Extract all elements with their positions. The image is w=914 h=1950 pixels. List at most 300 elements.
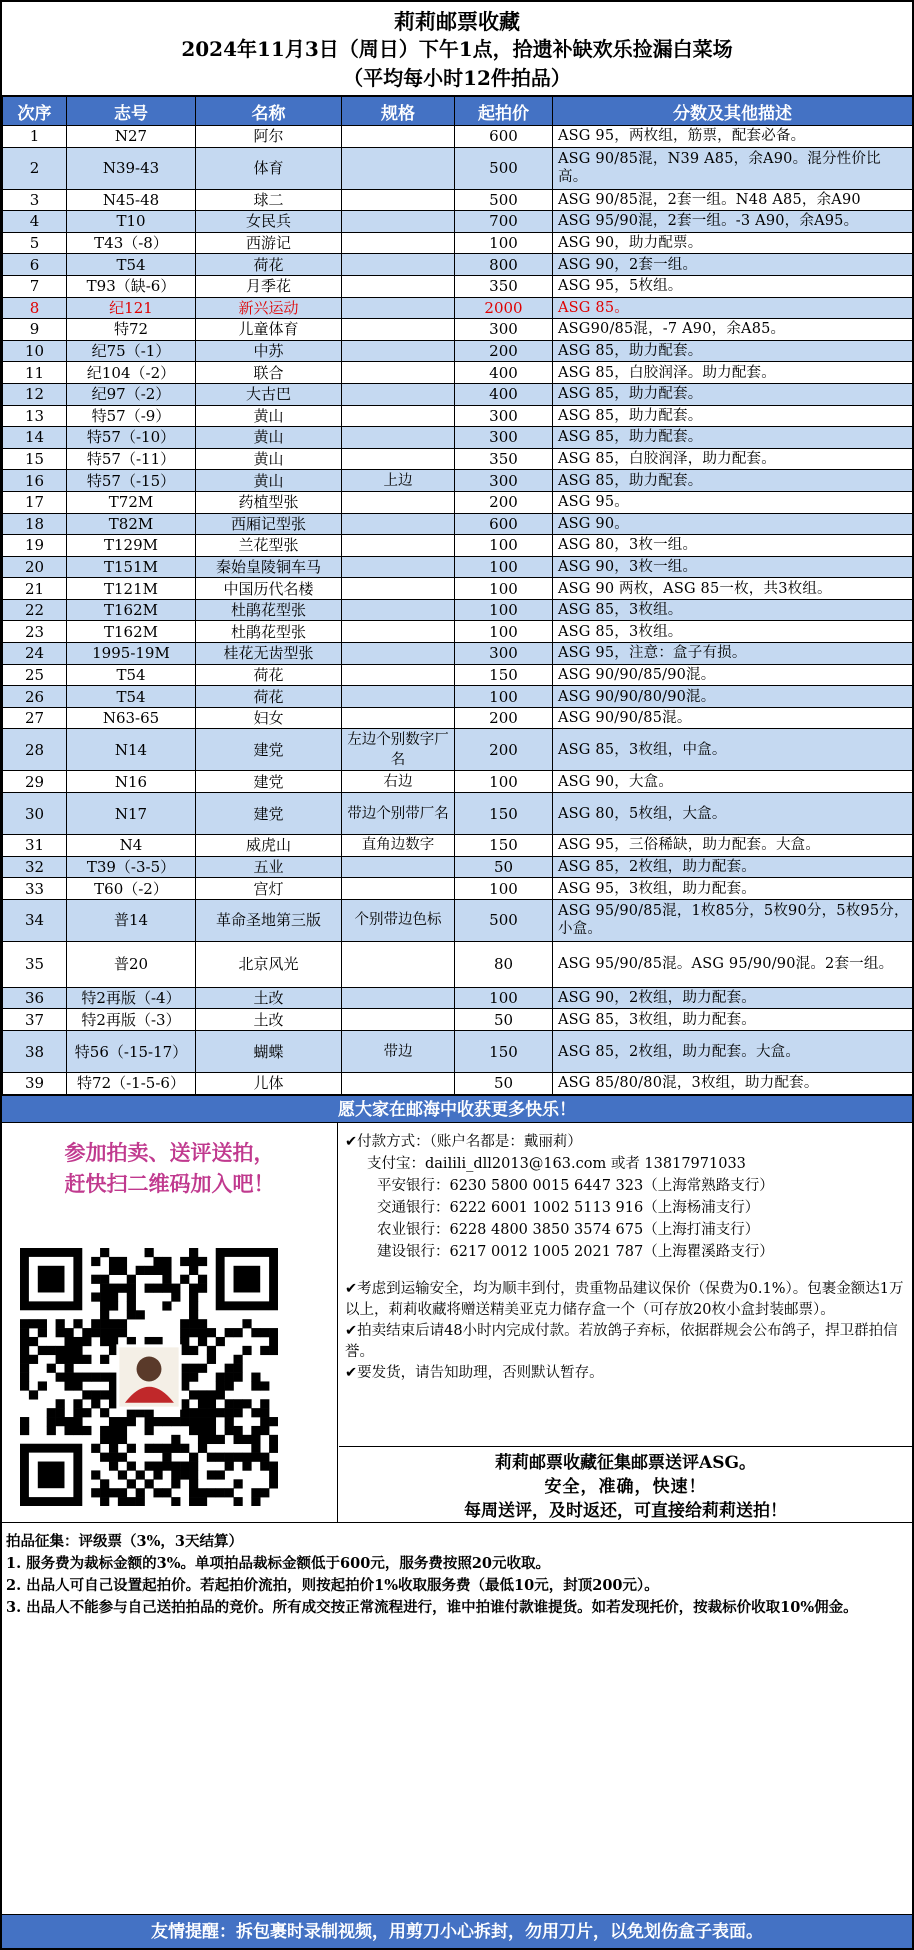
lot-spec (342, 126, 455, 148)
lot-price: 100 (455, 556, 553, 578)
table-header-row (3, 97, 913, 126)
lot-code: N27 (67, 126, 196, 148)
lot-no: 29 (3, 771, 67, 793)
lot-name: 杜鹃花型张 (196, 599, 342, 621)
lot-no: 39 (3, 1073, 67, 1095)
lot-spec (342, 448, 455, 470)
column-header-no: 次序 (3, 97, 67, 126)
lot-code: 特72（-1-5-6） (67, 1073, 196, 1095)
lot-no: 10 (3, 340, 67, 362)
sheet-subtitle: 2024年11月3日（周日）下午1点，拾遗补缺欢乐捡漏白菜场 (181, 37, 733, 61)
table-row (3, 707, 913, 729)
lot-code: 普14 (67, 899, 196, 941)
lot-name: 阿尔 (196, 126, 342, 148)
lot-code: N45-48 (67, 189, 196, 211)
column-header-spec: 规格 (342, 97, 455, 126)
lot-price: 600 (455, 126, 553, 148)
lot-price: 150 (455, 835, 553, 857)
rules-heading: 拍品征集：评级票（3%，3天结算） (6, 1532, 243, 1550)
lot-price: 300 (455, 427, 553, 449)
lot-name: 新兴运动 (196, 297, 342, 319)
lot-price: 80 (455, 941, 553, 987)
lot-spec (342, 147, 455, 189)
lot-desc: ASG 90，2枚组，助力配套。 (553, 987, 913, 1009)
lot-price: 300 (455, 643, 553, 665)
lot-desc: ASG 90，2套一组。 (553, 254, 913, 276)
table-row (3, 319, 913, 341)
lot-name: 宫灯 (196, 878, 342, 900)
lot-no: 33 (3, 878, 67, 900)
lot-code: 纪104（-2） (67, 362, 196, 384)
qr-code-icon[interactable] (20, 1248, 278, 1506)
lot-price: 300 (455, 405, 553, 427)
lot-name: 西厢记型张 (196, 513, 342, 535)
lot-no: 36 (3, 987, 67, 1009)
lot-name: 建党 (196, 793, 342, 835)
bank-line: 农业银行：6228 4800 3850 3574 675（上海打浦支行） (377, 1221, 760, 1238)
lot-spec (342, 319, 455, 341)
lot-price: 100 (455, 578, 553, 600)
table-row (3, 126, 913, 148)
lot-price: 100 (455, 621, 553, 643)
collect-line-2: 安全，准确，快速！ (544, 1476, 707, 1497)
collection-box (339, 1446, 912, 1523)
table-row (3, 275, 913, 297)
lot-spec (342, 599, 455, 621)
lot-no: 23 (3, 621, 67, 643)
table-row (3, 578, 913, 600)
lot-code: T72M (67, 491, 196, 513)
lot-spec (342, 297, 455, 319)
table-row (3, 835, 913, 857)
lot-spec (342, 340, 455, 362)
rule-item: 3. 出品人不能参与自己送拍拍品的竞价。所有成交按正常流程进行，谁中拍谁付款谁提货。如若发现托价，按裁标价收取10%佣金。 (6, 1598, 858, 1616)
lot-name: 黄山 (196, 470, 342, 492)
lot-desc: ASG 90，助力配票。 (553, 232, 913, 254)
lot-desc: ASG 85。 (553, 297, 913, 319)
lot-price: 100 (455, 535, 553, 557)
lot-price: 400 (455, 362, 553, 384)
lot-spec (342, 556, 455, 578)
column-header-code: 志号 (67, 97, 196, 126)
lot-code: N16 (67, 771, 196, 793)
lot-desc: ASG 90/90/85/90混。 (553, 664, 913, 686)
table-row (3, 878, 913, 900)
promo-line-1: 参加拍卖、送评送拍， (64, 1139, 275, 1165)
payment-panel (339, 1123, 912, 1523)
lot-no: 1 (3, 126, 67, 148)
lot-spec (342, 275, 455, 297)
lot-code: T162M (67, 621, 196, 643)
lot-spec (342, 707, 455, 729)
collect-line-3: 每周送评，及时返还，可直接给莉莉送拍！ (464, 1500, 787, 1521)
lot-desc: ASG 95，注意：盒子有损。 (553, 643, 913, 665)
lot-no: 6 (3, 254, 67, 276)
lot-desc: ASG 90。 (553, 513, 913, 535)
lot-spec: 上边 (342, 470, 455, 492)
sheet-note: （平均每小时12件拍品） (343, 66, 571, 90)
lot-code: 普20 (67, 941, 196, 987)
lot-code: T162M (67, 599, 196, 621)
consignment-rules (2, 1523, 912, 1652)
promo-panel (2, 1123, 338, 1523)
lot-name: 黄山 (196, 448, 342, 470)
lot-name: 荷花 (196, 664, 342, 686)
lot-name: 中国历代名楼 (196, 578, 342, 600)
lot-no: 14 (3, 427, 67, 449)
table-row (3, 686, 913, 708)
table-row (3, 470, 913, 492)
lot-code: 1995-19M (67, 643, 196, 665)
lot-name: 药植型张 (196, 491, 342, 513)
lot-spec: 带边个别带厂名 (342, 793, 455, 835)
table-row (3, 1031, 913, 1073)
lot-price: 150 (455, 1031, 553, 1073)
table-row (3, 427, 913, 449)
lot-name: 革命圣地第三版 (196, 899, 342, 941)
lot-no: 35 (3, 941, 67, 987)
lot-spec (342, 643, 455, 665)
lot-spec: 带边 (342, 1031, 455, 1073)
alipay-line: 支付宝：dailili_dll2013@163.com 或者 13817971033 (367, 1155, 746, 1172)
lot-desc: ASG 95，三俗稀缺，助力配套。大盒。 (553, 835, 913, 857)
lot-name: 黄山 (196, 427, 342, 449)
table-row (3, 147, 913, 189)
lot-code: 特57（-10） (67, 427, 196, 449)
table-row (3, 856, 913, 878)
column-header-name: 名称 (196, 97, 342, 126)
lot-code: N14 (67, 729, 196, 771)
table-row (3, 556, 913, 578)
lot-spec (342, 362, 455, 384)
footer-reminder: 友情提醒：拆包裹时录制视频，用剪刀小心拆封，勿用刀片，以免划伤盒子表面。 (2, 1914, 912, 1948)
lot-no: 11 (3, 362, 67, 384)
lot-code: T121M (67, 578, 196, 600)
lot-desc: ASG 90/85混，N39 A85，余A90。混分性价比高。 (553, 147, 913, 189)
lot-no: 24 (3, 643, 67, 665)
lot-spec (342, 987, 455, 1009)
lot-spec (342, 664, 455, 686)
lot-name: 五业 (196, 856, 342, 878)
table-row (3, 448, 913, 470)
lot-code: 特57（-15） (67, 470, 196, 492)
table-row (3, 1009, 913, 1031)
table-row (3, 340, 913, 362)
lot-name: 联合 (196, 362, 342, 384)
lot-spec (342, 578, 455, 600)
table-row (3, 513, 913, 535)
lot-name: 中苏 (196, 340, 342, 362)
lot-no: 38 (3, 1031, 67, 1073)
lot-code: 特56（-15-17） (67, 1031, 196, 1073)
lot-name: 土改 (196, 1009, 342, 1031)
lot-desc: ASG 95/90/85混。ASG 95/90/90混。2套一组。 (553, 941, 913, 987)
shipping-notes (339, 1263, 912, 1384)
table-row (3, 189, 913, 211)
lot-desc: ASG 85，3枚组，中盒。 (553, 729, 913, 771)
lot-desc: ASG 85，3枚组，助力配套。 (553, 1009, 913, 1031)
lot-price: 300 (455, 319, 553, 341)
lot-no: 25 (3, 664, 67, 686)
lot-name: 土改 (196, 987, 342, 1009)
sheet-header (2, 2, 912, 96)
lot-spec (342, 383, 455, 405)
lot-no: 26 (3, 686, 67, 708)
lot-desc: ASG 95，两枚组，筋票，配套必备。 (553, 126, 913, 148)
lot-price: 800 (455, 254, 553, 276)
lot-price: 200 (455, 729, 553, 771)
lot-spec (342, 878, 455, 900)
lot-price: 150 (455, 664, 553, 686)
table-row (3, 254, 913, 276)
lot-price: 100 (455, 599, 553, 621)
lot-price: 300 (455, 470, 553, 492)
lot-code: 特57（-9） (67, 405, 196, 427)
lot-code: 特72 (67, 319, 196, 341)
lot-spec (342, 535, 455, 557)
lot-spec (342, 232, 455, 254)
promo-text (2, 1137, 337, 1199)
lot-desc: ASG 85，助力配套。 (553, 340, 913, 362)
table-row (3, 899, 913, 941)
lot-name: 体育 (196, 147, 342, 189)
lot-no: 8 (3, 297, 67, 319)
lot-desc: ASG90/85混，-7 A90，余A85。 (553, 319, 913, 341)
lot-desc: ASG 95，5枚组。 (553, 275, 913, 297)
lot-price: 100 (455, 232, 553, 254)
lot-name: 北京风光 (196, 941, 342, 987)
lot-price: 400 (455, 383, 553, 405)
lot-desc: ASG 85，3枚组。 (553, 599, 913, 621)
lot-name: 黄山 (196, 405, 342, 427)
table-row (3, 232, 913, 254)
lot-code: 特2再版（-4） (67, 987, 196, 1009)
lot-no: 19 (3, 535, 67, 557)
lot-price: 500 (455, 147, 553, 189)
table-row (3, 491, 913, 513)
lot-code: 纪75（-1） (67, 340, 196, 362)
lot-price: 2000 (455, 297, 553, 319)
lot-name: 建党 (196, 729, 342, 771)
lot-desc: ASG 80，5枚组，大盒。 (553, 793, 913, 835)
rule-item: 2. 出品人可自己设置起拍价。若起拍价流拍，则按起拍价1%收取服务费（最低10元，封顶200元）。 (6, 1576, 659, 1594)
lot-desc: ASG 95/90混，2套一组。-3 A90，余A95。 (553, 211, 913, 233)
lot-name: 球二 (196, 189, 342, 211)
lot-no: 32 (3, 856, 67, 878)
lot-no: 21 (3, 578, 67, 600)
lot-name: 威虎山 (196, 835, 342, 857)
lot-desc: ASG 80，3枚一组。 (553, 535, 913, 557)
payment-info (339, 1123, 912, 1263)
sheet-title: 莉莉邮票收藏 (394, 9, 520, 34)
lot-no: 37 (3, 1009, 67, 1031)
payment-heading: ✔付款方式：（账户名都是：戴丽莉） (345, 1133, 582, 1150)
lot-name: 儿童体育 (196, 319, 342, 341)
table-row (3, 297, 913, 319)
lot-no: 15 (3, 448, 67, 470)
lot-no: 22 (3, 599, 67, 621)
table-row (3, 383, 913, 405)
lot-no: 20 (3, 556, 67, 578)
lot-price: 100 (455, 987, 553, 1009)
lot-no: 16 (3, 470, 67, 492)
lot-code: T93（缺-6） (67, 275, 196, 297)
lot-code: T151M (67, 556, 196, 578)
lot-spec (342, 211, 455, 233)
lot-code: N17 (67, 793, 196, 835)
lot-price: 200 (455, 491, 553, 513)
lot-price: 350 (455, 448, 553, 470)
lot-code: T43（-8） (67, 232, 196, 254)
lot-code: T54 (67, 664, 196, 686)
lot-code: T54 (67, 254, 196, 276)
lot-price: 700 (455, 211, 553, 233)
lot-name: 荷花 (196, 686, 342, 708)
table-row (3, 599, 913, 621)
lot-price: 100 (455, 771, 553, 793)
bank-line: 平安银行：6230 5800 0015 6447 323（上海常熟路支行） (377, 1177, 774, 1194)
lot-price: 600 (455, 513, 553, 535)
table-row (3, 729, 913, 771)
lot-price: 500 (455, 189, 553, 211)
rule-item: 1. 服务费为裁标金额的3%。单项拍品裁标金额低于600元，服务费按照20元收取。 (6, 1554, 550, 1572)
lot-no: 31 (3, 835, 67, 857)
lot-desc: ASG 90 两枚，ASG 85一枚，共3枚组。 (553, 578, 913, 600)
lot-code: 纪121 (67, 297, 196, 319)
lot-price: 350 (455, 275, 553, 297)
lot-table-body (3, 126, 913, 1095)
lot-code: N63-65 (67, 707, 196, 729)
lot-name: 大古巴 (196, 383, 342, 405)
lot-spec (342, 941, 455, 987)
wish-banner: 愿大家在邮海中收获更多快乐！ (2, 1095, 912, 1123)
lot-code: T60（-2） (67, 878, 196, 900)
lot-code: T39（-3-5） (67, 856, 196, 878)
note-delivery: ✔要发货，请告知助理，否则默认暂存。 (345, 1364, 604, 1381)
lot-desc: ASG 85，助力配套。 (553, 470, 913, 492)
table-row (3, 1073, 913, 1095)
lot-name: 兰花型张 (196, 535, 342, 557)
lot-no: 18 (3, 513, 67, 535)
lot-desc: ASG 95，3枚组，助力配套。 (553, 878, 913, 900)
lot-spec (342, 621, 455, 643)
lot-name: 蝴蝶 (196, 1031, 342, 1073)
lot-price: 200 (455, 340, 553, 362)
lot-desc: ASG 85，3枚组。 (553, 621, 913, 643)
lot-code: T10 (67, 211, 196, 233)
lot-desc: ASG 90，大盒。 (553, 771, 913, 793)
lot-desc: ASG 85，2枚组，助力配套。 (553, 856, 913, 878)
lot-code: N4 (67, 835, 196, 857)
lot-no: 28 (3, 729, 67, 771)
lot-name: 女民兵 (196, 211, 342, 233)
lot-no: 12 (3, 383, 67, 405)
lot-name: 荷花 (196, 254, 342, 276)
lot-desc: ASG 95。 (553, 491, 913, 513)
info-section (2, 1123, 912, 1523)
lot-desc: ASG 90/85混，2套一组。N48 A85，余A90 (553, 189, 913, 211)
lot-price: 200 (455, 707, 553, 729)
lot-price: 50 (455, 1073, 553, 1095)
lot-no: 9 (3, 319, 67, 341)
lot-spec (342, 1009, 455, 1031)
lot-price: 50 (455, 856, 553, 878)
lot-code: T129M (67, 535, 196, 557)
lot-price: 100 (455, 878, 553, 900)
column-header-desc: 分数及其他描述 (553, 97, 913, 126)
lot-name: 妇女 (196, 707, 342, 729)
table-row (3, 643, 913, 665)
table-row (3, 535, 913, 557)
lot-name: 桂花无齿型张 (196, 643, 342, 665)
lot-desc: ASG 85，助力配套。 (553, 383, 913, 405)
lot-desc: ASG 90，3枚一组。 (553, 556, 913, 578)
lot-name: 秦始皇陵铜车马 (196, 556, 342, 578)
lot-price: 50 (455, 1009, 553, 1031)
lot-name: 儿体 (196, 1073, 342, 1095)
lot-no: 2 (3, 147, 67, 189)
lot-spec (342, 513, 455, 535)
note-payment-deadline: ✔拍卖结束后请48小时内完成付款。若放鸽子弃标，依据群规会公布鸽子，捍卫群拍信誉。 (345, 1322, 898, 1360)
lot-desc: ASG 85，白胶润泽。助力配套。 (553, 362, 913, 384)
bank-line: 交通银行：6222 6001 1002 5113 916（上海杨浦支行） (377, 1199, 760, 1216)
lot-code: 特57（-11） (67, 448, 196, 470)
lot-desc: ASG 95/90/85混，1枚85分，5枚90分，5枚95分，小盒。 (553, 899, 913, 941)
table-row (3, 771, 913, 793)
table-row (3, 987, 913, 1009)
lot-spec: 直角边数字 (342, 835, 455, 857)
lot-code: 特2再版（-3） (67, 1009, 196, 1031)
lot-no: 4 (3, 211, 67, 233)
lot-name: 建党 (196, 771, 342, 793)
table-row (3, 362, 913, 384)
lot-no: 27 (3, 707, 67, 729)
lot-spec (342, 189, 455, 211)
lot-spec (342, 491, 455, 513)
lot-no: 17 (3, 491, 67, 513)
note-shipping: ✔考虑到运输安全，均为顺丰到付，贵重物品建议保价（保费为0.1%）。包裹金额达1万以上，莉莉收藏将赠送精美亚克力储存盒一个（可存放20枚小盒封装邮票）。 (345, 1280, 904, 1318)
lot-price: 100 (455, 686, 553, 708)
lot-code: T54 (67, 686, 196, 708)
table-row (3, 664, 913, 686)
lot-spec (342, 1073, 455, 1095)
lot-spec: 右边 (342, 771, 455, 793)
lot-name: 杜鹃花型张 (196, 621, 342, 643)
lot-name: 西游记 (196, 232, 342, 254)
lot-spec: 左边个别数字厂名 (342, 729, 455, 771)
collect-line-1: 莉莉邮票收藏征集邮票送评ASG。 (495, 1452, 756, 1473)
lot-desc: ASG 85，助力配套。 (553, 405, 913, 427)
lot-desc: ASG 90/90/80/90混。 (553, 686, 913, 708)
lot-code: T82M (67, 513, 196, 535)
lot-no: 7 (3, 275, 67, 297)
lot-no: 13 (3, 405, 67, 427)
bank-line: 建设银行：6217 0012 1005 2021 787（上海瞿溪路支行） (377, 1243, 774, 1260)
lot-spec: 个别带边色标 (342, 899, 455, 941)
lot-spec (342, 856, 455, 878)
lot-no: 34 (3, 899, 67, 941)
lot-spec (342, 405, 455, 427)
lot-code: 纪97（-2） (67, 383, 196, 405)
table-row (3, 941, 913, 987)
lot-price: 500 (455, 899, 553, 941)
lot-desc: ASG 85/80/80混，3枚组，助力配套。 (553, 1073, 913, 1095)
lot-spec (342, 254, 455, 276)
lot-desc: ASG 85，2枚组，助力配套。大盒。 (553, 1031, 913, 1073)
column-header-price: 起拍价 (455, 97, 553, 126)
lot-spec (342, 686, 455, 708)
lot-price: 150 (455, 793, 553, 835)
